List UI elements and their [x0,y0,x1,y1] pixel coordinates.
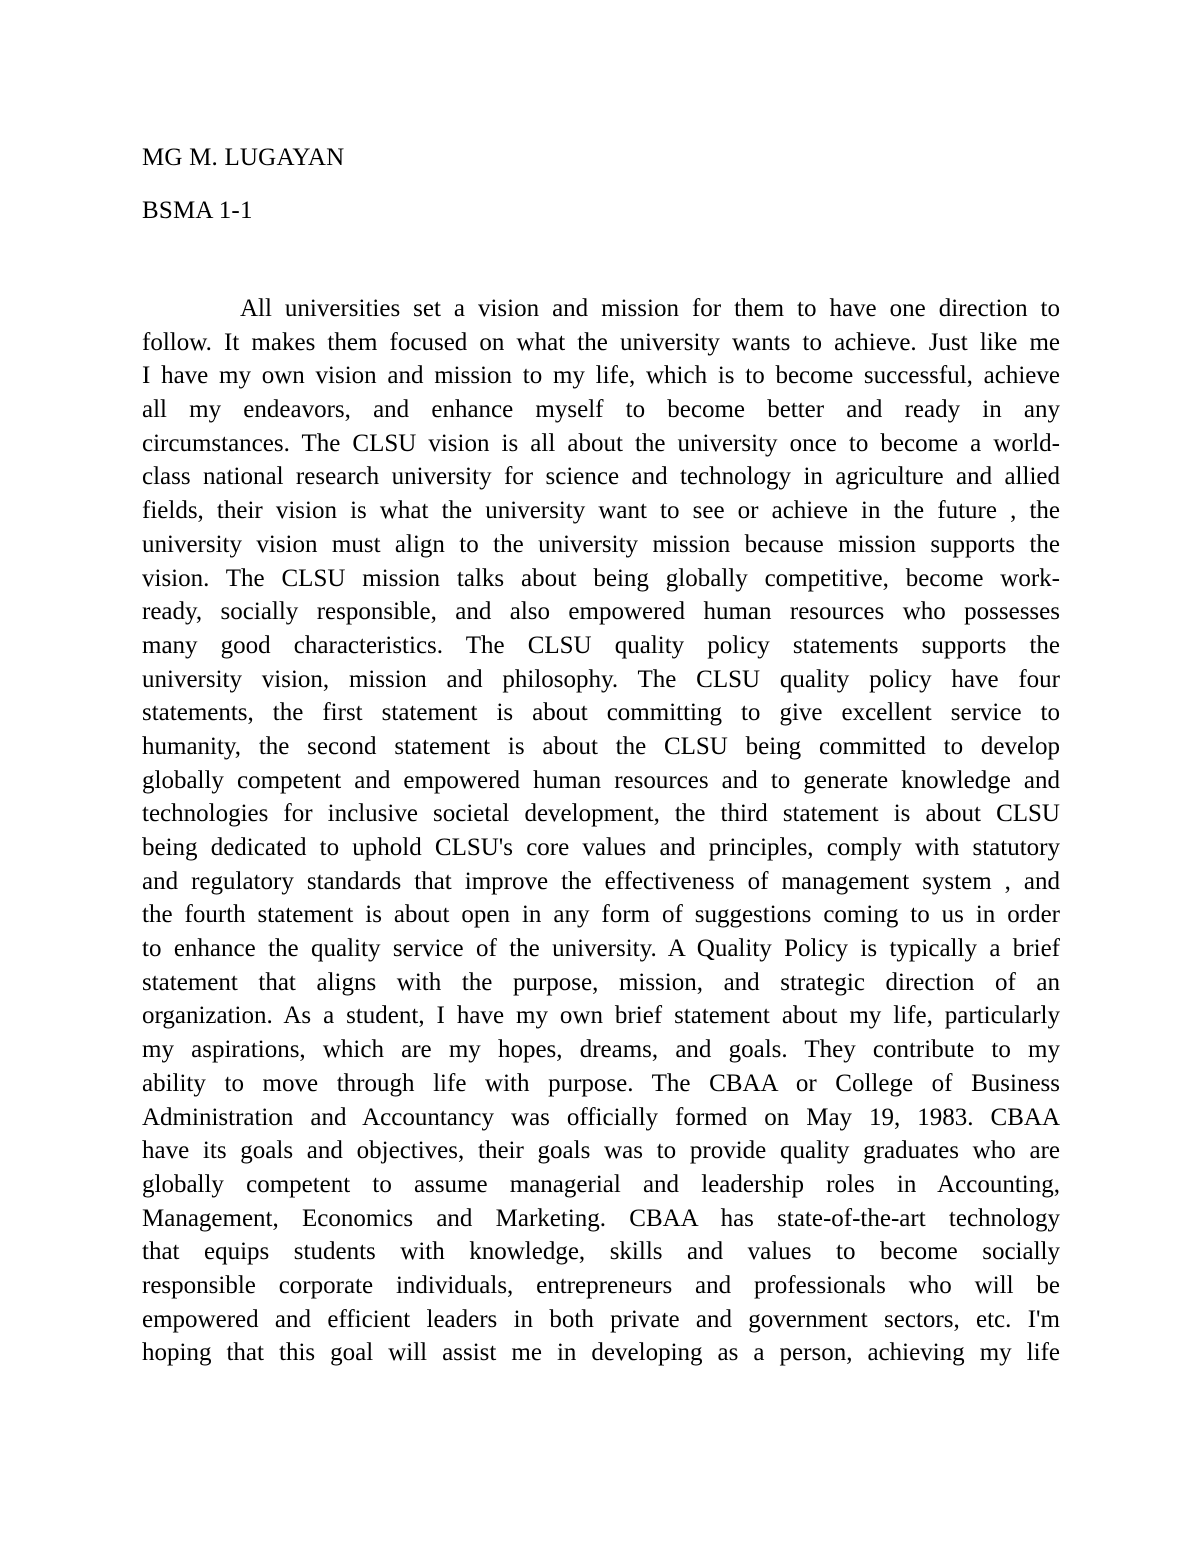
paragraph-line: fields, their vision is what the university want to see or achieve in the future , the [142,497,1060,525]
author-name: MG M. LUGAYAN [142,144,345,171]
paragraph-line: I have my own vision and mission to my life, which is to become successful, achieve [142,362,1060,390]
paragraph-line: All universities set a vision and mission for them to have one direction to [240,295,1060,322]
paragraph-line: many good characteristics. The CLSU quality policy statements supports the [142,631,1060,659]
paragraph-line: statement that aligns with the purpose, mission, and strategic direction of an [142,968,1060,996]
essay-paragraph [142,292,1060,1370]
paragraph-line: statements, the first statement is about committing to give excellent service to [142,699,1060,727]
paragraph-line: globally competent and empowered human resources and to generate knowledge and [142,766,1060,794]
paragraph-line: university vision must align to the university mission because mission supports the [142,530,1060,558]
paragraph-line: organization. As a student, I have my own brief statement about my life, particularly [142,1002,1060,1030]
paragraph-line: Management, Economics and Marketing. CBAA has state-of-the-art technology [142,1204,1060,1232]
paragraph-line: follow. It makes them focused on what the university wants to achieve. Just like me [142,328,1060,356]
paragraph-line: my aspirations, which are my hopes, dreams, and goals. They contribute to my [142,1036,1060,1064]
paragraph-line: to enhance the quality service of the university. A Quality Policy is typically a brief [142,935,1060,963]
paragraph-line: Administration and Accountancy was officially formed on May 19, 1983. CBAA [142,1103,1060,1131]
paragraph-line: being dedicated to uphold CLSU's core values and principles, comply with statutory [142,834,1060,861]
paragraph-line: globally competent to assume managerial and leadership roles in Accounting, [142,1170,1060,1198]
paragraph-line: responsible corporate individuals, entrepreneurs and professionals who will be [142,1271,1060,1299]
paragraph-line: ability to move through life with purpose. The CBAA or College of Business [142,1069,1060,1097]
paragraph-line: humanity, the second statement is about the CLSU being committed to develop [142,732,1060,760]
paragraph-line: technologies for inclusive societal development, the third statement is about CLSU [142,800,1060,828]
paragraph-line: class national research university for science and technology in agriculture and allied [142,463,1060,491]
paragraph-line: university vision, mission and philosophy. The CLSU quality policy have four [142,665,1060,693]
paragraph-line: and regulatory standards that improve the effectiveness of management system , and [142,867,1060,895]
paragraph-line: hoping that this goal will assist me in developing as a person, achieving my life [142,1339,1060,1367]
paragraph-line: ready, socially responsible, and also empowered human resources who possesses [142,598,1060,626]
paragraph-line: the fourth statement is about open in any form of suggestions coming to us in order [142,901,1060,929]
paragraph-line: circumstances. The CLSU vision is all about the university once to become a world- [142,429,1060,457]
paragraph-line: have its goals and objectives, their goals was to provide quality graduates who are [142,1137,1060,1165]
paragraph-line: empowered and efficient leaders in both private and government sectors, etc. I'm [142,1305,1060,1333]
paragraph-line: that equips students with knowledge, skills and values to become socially [142,1238,1060,1266]
paragraph-line: all my endeavors, and enhance myself to become better and ready in any [142,396,1060,424]
paragraph-line: vision. The CLSU mission talks about being globally competitive, become work- [142,564,1060,592]
course-section: BSMA 1-1 [142,197,253,224]
